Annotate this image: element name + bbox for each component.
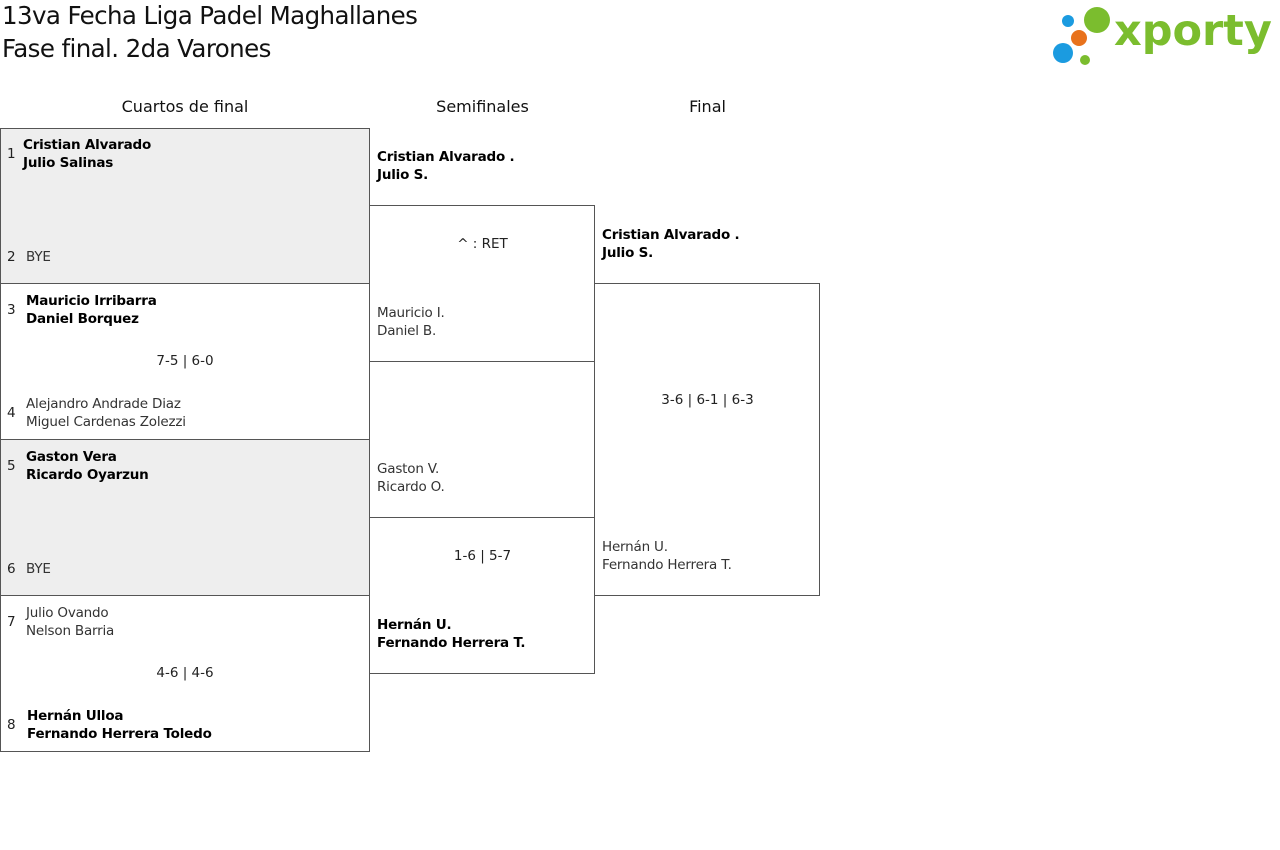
seed-number: 4 [7,405,16,421]
player-name: Daniel B. [377,323,437,339]
seed-number: 7 [7,614,16,630]
player-name: BYE [26,561,51,577]
player-name: Ricardo O. [377,479,445,495]
xporty-logo [1050,2,1278,68]
player-name: Julio Ovando [26,605,109,621]
player-name: Hernán Ulloa [27,708,124,724]
sf2-top-team [377,460,445,496]
player-name: Ricardo Oyarzun [26,467,149,483]
final-bottom-team [602,538,732,574]
qf4-top-team [26,604,114,640]
round-title-final: Final [689,97,726,116]
logo-dots-icon [1050,2,1114,68]
page-subtitle: Fase final. 2da Varones [2,34,271,63]
seed-number: 5 [7,458,16,474]
final-top-team [602,226,739,262]
round-title-quarterfinals: Cuartos de final [121,97,249,116]
player-name: Nelson Barria [26,623,115,639]
player-name: Alejandro Andrade Diaz [26,396,181,412]
seed-number: 3 [7,302,16,318]
qf2-top-team [26,292,157,328]
player-name: Mauricio I. [377,305,445,321]
player-name: Cristian Alvarado . [377,149,515,165]
player-name: Gaston V. [377,461,440,477]
sf2-bottom-team [377,616,525,652]
match-score: ^ : RET [457,236,508,252]
qf1-bottom-team [26,248,51,266]
seed-number: 1 [7,146,16,162]
player-name: Miguel Cardenas Zolezzi [26,414,186,430]
logo-wordmark: xporty [1114,6,1272,56]
player-name: Cristian Alvarado . [602,227,740,243]
qf3-top-team [26,448,149,484]
player-name: BYE [26,249,51,265]
qf3-bottom-team [26,560,51,578]
seed-number: 2 [7,249,16,265]
player-name: Mauricio Irribarra [26,293,157,309]
player-name: Fernando Herrera T. [377,635,526,651]
seed-number: 6 [7,561,16,577]
seed-number: 8 [7,717,16,733]
player-name: Gaston Vera [26,449,117,465]
page-title: 13va Fecha Liga Padel Maghallanes [2,1,418,30]
qf1-top-team [23,136,151,172]
round-title-semifinals: Semifinales [436,97,529,116]
player-name: Hernán U. [377,617,452,633]
match-score: 7-5 | 6-0 [156,353,214,369]
player-name: Julio S. [377,167,429,183]
sf1-top-team [377,148,514,184]
sf1-bottom-team [377,304,445,340]
player-name: Cristian Alvarado [23,137,152,153]
qf4-bottom-team [27,707,212,743]
qf2-bottom-team [26,395,186,431]
player-name: Daniel Borquez [26,311,139,327]
player-name: Fernando Herrera Toledo [27,726,212,742]
player-name: Julio Salinas [23,155,114,171]
match-score: 1-6 | 5-7 [453,548,512,564]
player-name: Julio S. [602,245,654,261]
player-name: Hernán U. [602,539,668,555]
player-name: Fernando Herrera T. [602,557,732,573]
match-score: 3-6 | 6-1 | 6-3 [661,392,754,408]
match-score: 4-6 | 4-6 [156,665,214,681]
